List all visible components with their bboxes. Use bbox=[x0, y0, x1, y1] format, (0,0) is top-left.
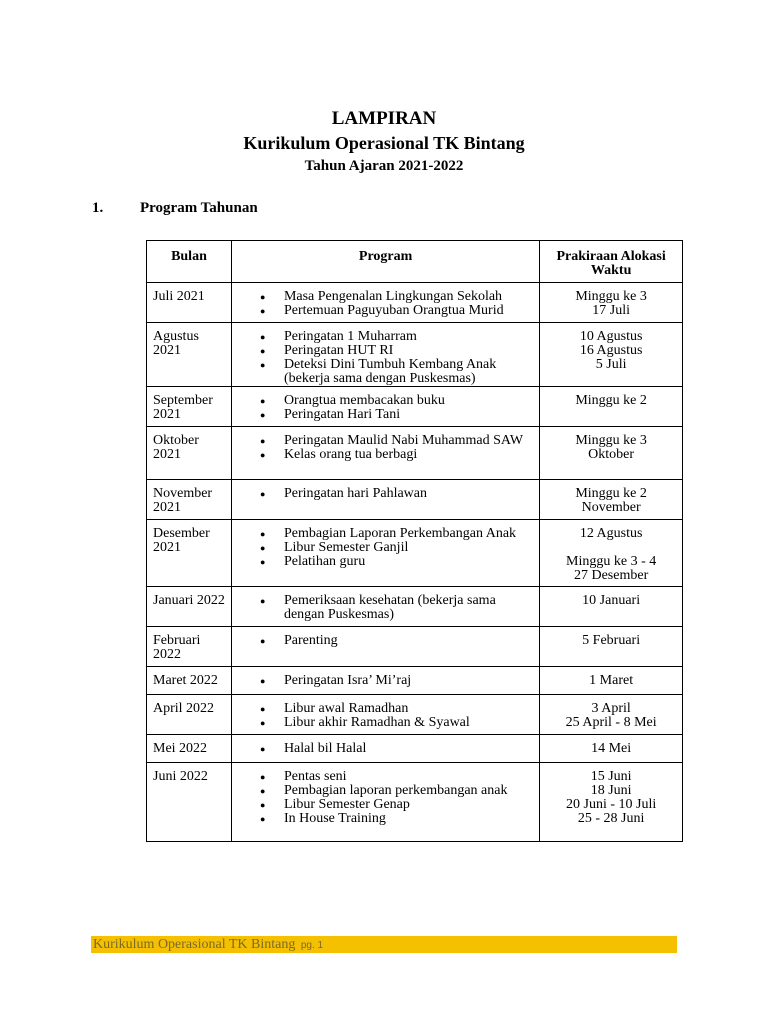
waktu-line: 5 Februari bbox=[582, 633, 641, 648]
cell-waktu bbox=[540, 627, 683, 667]
table-row bbox=[147, 627, 683, 667]
program-table bbox=[146, 240, 683, 842]
waktu-line: Minggu ke 3 bbox=[575, 289, 647, 304]
waktu-line: 25 - 28 Juni bbox=[577, 811, 645, 826]
cell-program bbox=[231, 283, 539, 323]
header-bulan: Bulan bbox=[147, 241, 232, 283]
program-list bbox=[238, 487, 533, 501]
table-row bbox=[147, 323, 683, 387]
program-list bbox=[238, 330, 533, 386]
cell-bulan: Agustus 2021 bbox=[147, 323, 232, 387]
program-item: ● Kelas orang tua berbagi bbox=[238, 448, 533, 462]
program-item: ● Peringatan Hari Tani bbox=[238, 408, 533, 422]
cell-waktu bbox=[540, 667, 683, 695]
table-row bbox=[147, 695, 683, 735]
program-item: ● Peringatan HUT RI bbox=[238, 344, 533, 358]
waktu-line: 15 Juni bbox=[590, 769, 632, 784]
program-item: ● Libur Semester Ganjil bbox=[238, 541, 533, 555]
table-row bbox=[147, 480, 683, 520]
header-waktu: Prakiraan Alokasi Waktu bbox=[540, 241, 683, 283]
cell-waktu bbox=[540, 695, 683, 735]
document-title: LAMPIRAN bbox=[331, 108, 437, 129]
waktu-line: 10 Januari bbox=[582, 593, 641, 608]
footer-title: Kurikulum Operasional TK Bintang bbox=[93, 937, 296, 952]
program-item: ● Libur awal Ramadhan bbox=[238, 702, 533, 716]
cell-program bbox=[231, 323, 539, 387]
program-item: ● Halal bil Halal bbox=[238, 742, 533, 756]
program-list bbox=[238, 594, 533, 622]
academic-year: Tahun Ajaran 2021-2022 bbox=[304, 158, 464, 174]
cell-waktu bbox=[540, 283, 683, 323]
table-row bbox=[147, 763, 683, 842]
table-row bbox=[147, 587, 683, 627]
program-list bbox=[238, 674, 533, 688]
cell-program bbox=[231, 667, 539, 695]
section-number: 1. bbox=[92, 200, 104, 216]
table-row bbox=[147, 520, 683, 587]
waktu-line: November bbox=[581, 500, 641, 515]
waktu-line: Minggu ke 3 - 4 bbox=[566, 554, 657, 569]
program-item: ● In House Training bbox=[238, 812, 533, 826]
cell-program bbox=[231, 695, 539, 735]
cell-program bbox=[231, 763, 539, 842]
waktu-line: 17 Juli bbox=[592, 303, 630, 318]
cell-waktu bbox=[540, 480, 683, 520]
table-body bbox=[147, 283, 683, 842]
page-number: pg. 1 bbox=[300, 940, 324, 951]
cell-program bbox=[231, 427, 539, 480]
cell-program bbox=[231, 480, 539, 520]
cell-bulan: Februari 2022 bbox=[147, 627, 232, 667]
waktu-line: Oktober bbox=[588, 447, 635, 462]
program-list bbox=[238, 770, 533, 826]
program-item: ● Peringatan Maulid Nabi Muhammad SAW bbox=[238, 434, 533, 448]
table-header-row bbox=[147, 241, 683, 283]
waktu-line: 18 Juni bbox=[590, 783, 632, 798]
program-list bbox=[238, 290, 533, 318]
cell-bulan: Juli 2021 bbox=[147, 283, 232, 323]
table-row bbox=[147, 283, 683, 323]
document-subtitle: Kurikulum Operasional TK Bintang bbox=[243, 133, 525, 153]
waktu-line: 14 Mei bbox=[591, 741, 632, 756]
waktu-line: 16 Agustus bbox=[579, 343, 643, 358]
program-item: ● Orangtua membacakan buku bbox=[238, 394, 533, 408]
header-program: Program bbox=[231, 241, 539, 283]
program-list bbox=[238, 634, 533, 648]
program-item: ● Pembagian laporan perkembangan anak bbox=[238, 784, 533, 798]
cell-bulan: Oktober 2021 bbox=[147, 427, 232, 480]
cell-program bbox=[231, 587, 539, 627]
table-row bbox=[147, 667, 683, 695]
cell-bulan: September 2021 bbox=[147, 387, 232, 427]
program-item: ● Pentas seni bbox=[238, 770, 533, 784]
program-item: ● Libur akhir Ramadhan & Syawal bbox=[238, 716, 533, 730]
footer-bar bbox=[91, 936, 677, 953]
cell-program bbox=[231, 387, 539, 427]
waktu-line: 10 Agustus bbox=[579, 329, 643, 344]
table-row bbox=[147, 735, 683, 763]
cell-program bbox=[231, 520, 539, 587]
cell-waktu bbox=[540, 520, 683, 587]
program-item: ● Pertemuan Paguyuban Orangtua Murid bbox=[238, 304, 533, 318]
waktu-line: Minggu ke 2 bbox=[575, 486, 647, 501]
cell-bulan: Maret 2022 bbox=[147, 667, 232, 695]
waktu-line: 12 Agustus bbox=[579, 526, 643, 541]
section-title: Program Tahunan bbox=[140, 200, 258, 216]
section-heading bbox=[92, 200, 258, 217]
program-item: ● Libur Semester Genap bbox=[238, 798, 533, 812]
program-item: ● Peringatan 1 Muharram bbox=[238, 330, 533, 344]
cell-waktu bbox=[540, 387, 683, 427]
cell-waktu bbox=[540, 763, 683, 842]
table-row bbox=[147, 427, 683, 480]
waktu-line: 5 Juli bbox=[595, 357, 627, 372]
program-item: ● Masa Pengenalan Lingkungan Sekolah bbox=[238, 290, 533, 304]
cell-program bbox=[231, 735, 539, 763]
cell-waktu bbox=[540, 427, 683, 480]
waktu-line bbox=[546, 541, 676, 555]
cell-bulan: April 2022 bbox=[147, 695, 232, 735]
program-item: ● Peringatan Isra’ Mi’raj bbox=[238, 674, 533, 688]
cell-waktu bbox=[540, 323, 683, 387]
waktu-line: 25 April - 8 Mei bbox=[565, 715, 657, 730]
cell-bulan: November 2021 bbox=[147, 480, 232, 520]
program-item: ● Pelatihan guru bbox=[238, 555, 533, 569]
program-item: ● Deteksi Dini Tumbuh Kembang Anak (bekerja sama dengan Puskesmas) bbox=[238, 358, 533, 386]
program-item: ● Peringatan hari Pahlawan bbox=[238, 487, 533, 501]
program-list bbox=[238, 394, 533, 422]
cell-waktu bbox=[540, 587, 683, 627]
program-item: ● Pembagian Laporan Perkembangan Anak bbox=[238, 527, 533, 541]
program-list bbox=[238, 527, 533, 569]
footer-text bbox=[93, 936, 323, 954]
waktu-line: 20 Juni - 10 Juli bbox=[566, 797, 657, 812]
cell-bulan: Desember 2021 bbox=[147, 520, 232, 587]
cell-program bbox=[231, 627, 539, 667]
program-list bbox=[238, 742, 533, 756]
program-item: ● Pemeriksaan kesehatan (bekerja sama dengan Puskesmas) bbox=[238, 594, 533, 622]
waktu-line: 3 April bbox=[591, 701, 631, 716]
table-row bbox=[147, 387, 683, 427]
cell-bulan: Januari 2022 bbox=[147, 587, 232, 627]
cell-waktu bbox=[540, 735, 683, 763]
program-list bbox=[238, 702, 533, 730]
cell-bulan: Mei 2022 bbox=[147, 735, 232, 763]
waktu-line: Minggu ke 2 bbox=[575, 393, 647, 408]
waktu-line: Minggu ke 3 bbox=[575, 433, 647, 448]
waktu-line: 27 Desember bbox=[573, 568, 649, 583]
waktu-line: 1 Maret bbox=[589, 673, 634, 688]
program-list bbox=[238, 434, 533, 462]
cell-bulan: Juni 2022 bbox=[147, 763, 232, 842]
program-item: ● Parenting bbox=[238, 634, 533, 648]
